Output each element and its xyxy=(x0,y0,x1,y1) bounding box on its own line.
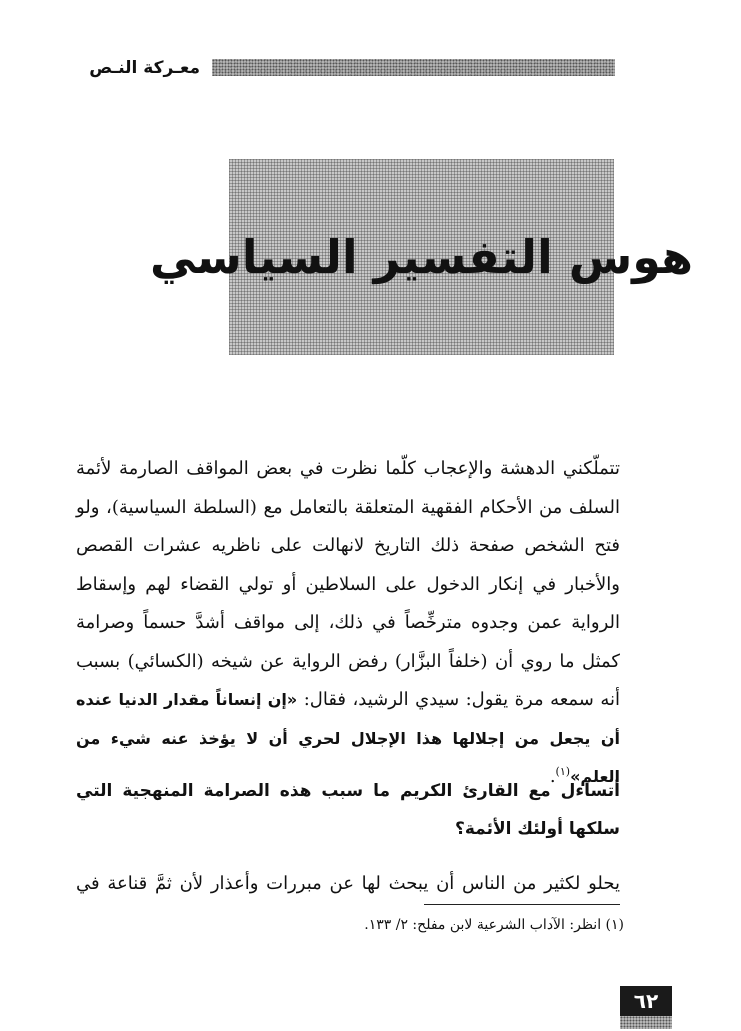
page-number-shade xyxy=(620,1016,672,1029)
chapter-title: هوس التفسير السياسي xyxy=(149,230,694,284)
continuing-paragraph: يحلو لكثير من الناس أن يبحث لها عن مبررات وأعذار لأن ثمَّ قناعة في xyxy=(76,873,620,894)
chapter-title-block xyxy=(149,159,694,355)
quotation: «إن إنساناً مقدار الدنيا عنده أن يجعل من إجلالها هذا الإجلال لحري أن لا يؤخذ عنه شيء من العلم» xyxy=(76,690,620,786)
footnote-divider xyxy=(424,904,620,905)
paragraph-1-text: تتملّكني الدهشة والإعجاب كلّما نظرت في بعض المواقف الصارمة لأئمة السلف من الأحكام الفقهية المتعلقة بالتعامل مع (السلطة السياسية)، ولو فتح الشخص صفحة ذلك التاريخ لانهالت على ناظريه عشرات القصص والأخبار في إنكار الدخول على السلاطين أو تولي القضاء لهم وإسقاط الرواية عمن وجدوه مترخِّصاً في ذلك، إلى مواقف أشدَّ حسماً وصرامة كمثل ما روي أن (خلفاً البزَّار) رفض الرواية عن شيخه (الكسائي) بسبب أنه سمعه مرة يقول: سيدي الرشيد، فقال: xyxy=(76,458,621,710)
footnote-reference[interactable]: (١) xyxy=(555,765,571,778)
paragraph-end-period: . xyxy=(549,766,556,787)
footnote-1: (١) انظر: الآداب الشرعية لابن مفلح: ٢/ ١٣٣. xyxy=(364,917,624,933)
question-paragraph: أتساءل مع القارئ الكريم ما سبب هذه الصرامة المنهجية التي سلكها أولئك الأئمة؟ xyxy=(76,781,620,839)
running-header-title: معـركة النـص xyxy=(89,58,200,78)
body-paragraph xyxy=(76,450,620,797)
header-decorative-bar xyxy=(212,59,615,76)
paragraph-1 xyxy=(76,450,620,797)
page-number: ٦٢ xyxy=(620,986,672,1016)
